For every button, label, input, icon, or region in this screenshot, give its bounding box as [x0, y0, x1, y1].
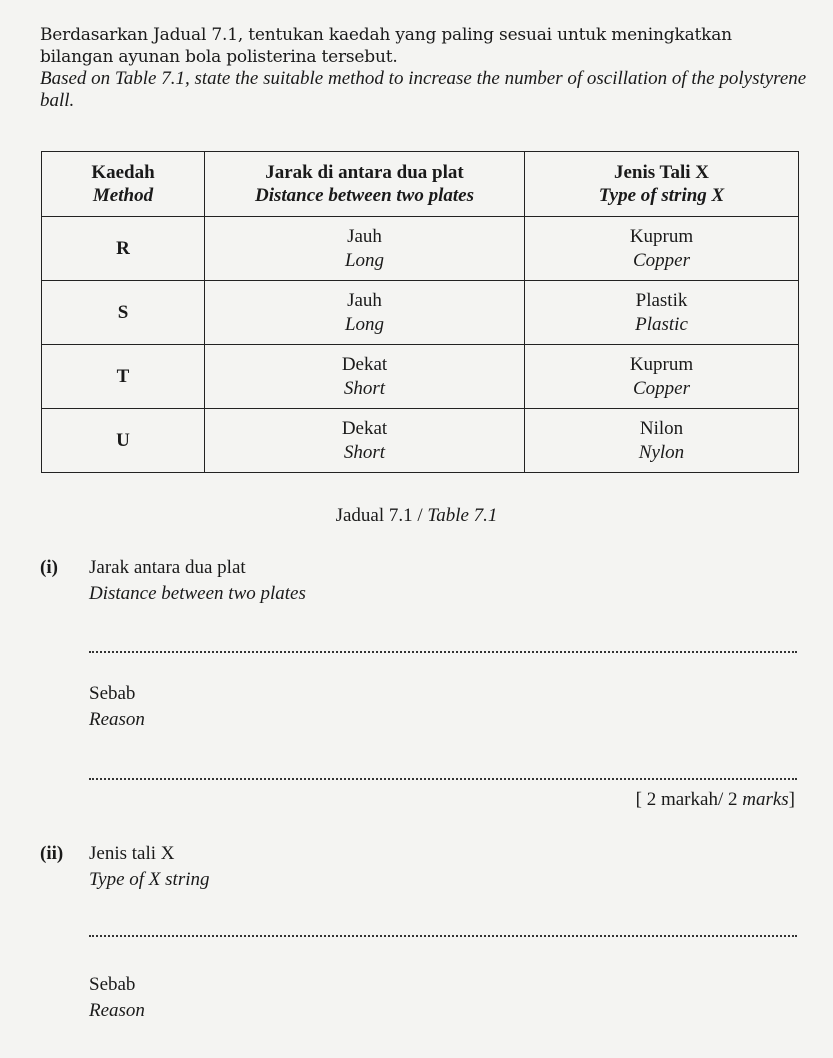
method-cell: S	[42, 281, 205, 345]
distance-cell: Dekat Short	[205, 409, 525, 473]
answer-line-i-distance[interactable]	[89, 650, 797, 653]
method-cell: R	[42, 217, 205, 281]
intro-english: Based on Table 7.1, state the suitable method to increase the number of oscillation of the polystyrene ball.	[40, 68, 807, 111]
table-row	[42, 409, 799, 473]
marks-label: [ 2 markah/ 2 marks]	[635, 789, 795, 810]
distance-cell: Jauh Long	[205, 217, 525, 281]
question-ii-label: Jenis tali X Type of X string	[89, 843, 210, 890]
table-row	[42, 345, 799, 409]
header-method: Kaedah Method	[42, 152, 205, 217]
table-caption: Jadual 7.1 / Table 7.1	[335, 505, 498, 526]
question-i-label: Jarak antara dua plat Distance between two plates	[89, 557, 306, 604]
string-cell: Plastik Plastic	[525, 281, 799, 345]
string-cell: Kuprum Copper	[525, 217, 799, 281]
question-i-reason: Sebab Reason	[89, 683, 145, 730]
question-i-number: (i)	[40, 557, 58, 578]
intro-malay: Berdasarkan Jadual 7.1, tentukan kaedah yang paling sesuai untuk meningkatkan bilangan ayunan bola polisterina tersebut.	[40, 25, 732, 67]
string-cell: Kuprum Copper	[525, 345, 799, 409]
method-cell: T	[42, 345, 205, 409]
table-row	[42, 281, 799, 345]
header-string: Jenis Tali X Type of string X	[525, 152, 799, 217]
answer-line-i-reason[interactable]	[89, 777, 797, 780]
table-row	[42, 217, 799, 281]
table-7-1	[41, 151, 799, 473]
question-ii-number: (ii)	[40, 843, 64, 864]
distance-cell: Dekat Short	[205, 345, 525, 409]
method-cell: U	[42, 409, 205, 473]
answer-line-ii-string[interactable]	[89, 934, 797, 937]
header-distance: Jarak di antara dua plat Distance between two plates	[205, 152, 525, 217]
question-intro	[40, 24, 810, 112]
question-ii-reason: Sebab Reason	[89, 974, 145, 1021]
table-header-row	[42, 152, 799, 217]
distance-cell: Jauh Long	[205, 281, 525, 345]
string-cell: Nilon Nylon	[525, 409, 799, 473]
